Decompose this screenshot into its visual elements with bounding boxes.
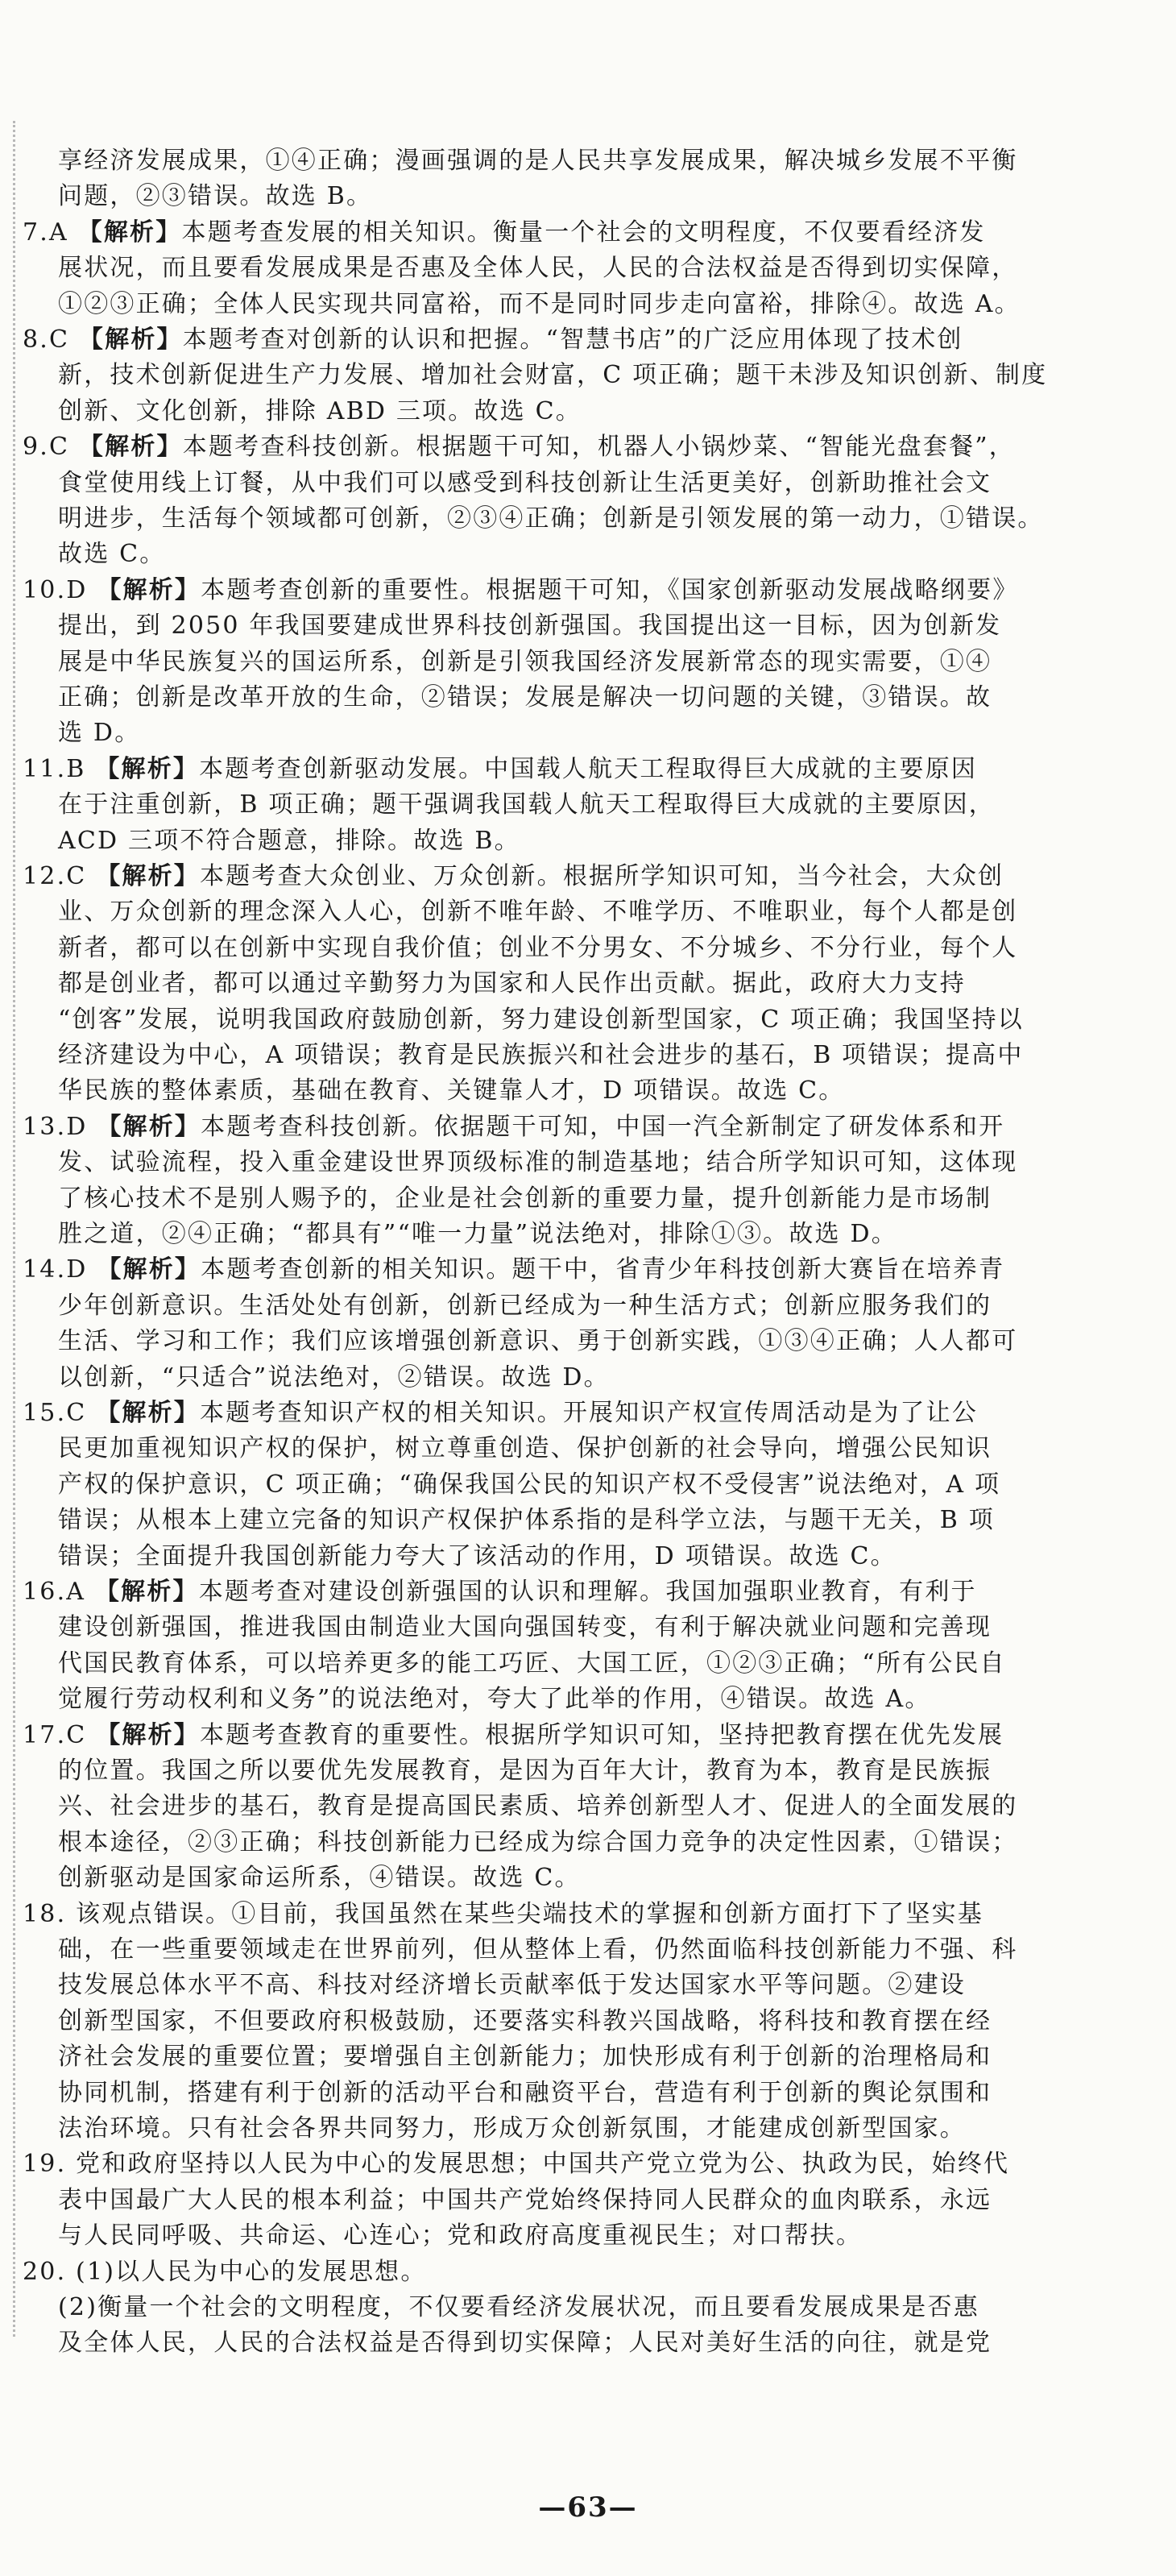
line-text: 发、试验流程，投入重金建设世界顶级标准的制造基地；结合所学知识可知，这体现 — [58, 1148, 1018, 1177]
analysis-tag: 【解析】 — [97, 1255, 201, 1284]
question-number: 9.C — [23, 433, 79, 462]
analysis-tag: 【解析】 — [97, 575, 201, 604]
line-text: 本题考查创新的相关知识。题干中，省青少年科技创新大赛旨在培养青 — [201, 1255, 1005, 1284]
answer-line — [23, 1576, 977, 1608]
line-text: 础，在一些重要领域走在世界前列，但从整体上看，仍然面临科技创新能力不强、科 — [58, 1935, 1018, 1964]
text-line — [58, 2113, 966, 2145]
line-text: 少年创新意识。生活处处有创新，创新已经成为一种生活方式；创新应服务我们的 — [58, 1291, 992, 1320]
line-text: 该观点错误。①目前，我国虽然在某些尖端技术的掌握和创新方面打下了坚实基 — [76, 1899, 984, 1928]
line-text: 经济建设为中心，A 项错误；教育是民族振兴和社会进步的基石，B 项错误；提高中 — [58, 1041, 1024, 1069]
text-line — [58, 2077, 992, 2109]
line-text: 故选 C。 — [58, 540, 166, 569]
analysis-tag: 【解析】 — [96, 862, 201, 890]
line-text: (2)衡量一个社会的文明程度，不仅要看经济发展状况，而且要看发展成果是否惠 — [58, 2293, 979, 2321]
text-line — [58, 2184, 992, 2217]
line-text: 选 D。 — [58, 719, 141, 748]
text-line — [58, 1325, 1017, 1358]
text-line — [58, 682, 992, 714]
line-text: 本题考查教育的重要性。根据所学知识可知，坚持把教育摆在优先发展 — [200, 1720, 1004, 1749]
text-line — [58, 646, 992, 678]
analysis-tag: 【解析】 — [96, 1399, 201, 1427]
line-text: 济社会发展的重要位置；要增强自主创新能力；加快形成有利于创新的治理格局和 — [58, 2043, 992, 2072]
text-line — [58, 1218, 897, 1251]
line-text: 新者，都可以在创新中实现自我价值；创业不分男女、不分城乡、不分行业，每个人 — [58, 933, 1018, 962]
question-number: 8.C — [23, 326, 79, 354]
page-number: —63— — [538, 2491, 638, 2524]
text-line — [58, 1075, 844, 1107]
line-text: 本题考查对创新的认识和把握。“智慧书店”的广泛应用体现了技术创 — [182, 326, 963, 354]
text-line — [58, 1612, 992, 1644]
line-text: 明进步，生活每个领域都可创新，②③④正确；创新是引领发展的第一动力，①错误。 — [58, 504, 1044, 533]
question-number: 10.D — [23, 575, 97, 604]
line-text: 民更加重视知识产权的保护，树立尊重创造、保护创新的社会导向，增强公民知识 — [58, 1434, 992, 1463]
analysis-tag: 【解析】 — [95, 754, 200, 783]
line-text: 华民族的整体素质，基础在教育、关键靠人才，D 项错误。故选 C。 — [58, 1076, 845, 1105]
text-line — [58, 252, 1017, 284]
analysis-tag: 【解析】 — [96, 1720, 201, 1749]
line-text: ①②③正确；全体人民实现共同富裕，而不是同时同步走向富裕，排除④。故选 A。 — [58, 289, 1021, 318]
text-line — [58, 288, 1021, 321]
line-text: 本题考查大众创业、万众创新。根据所学知识可知，当今社会，大众创 — [200, 862, 1004, 890]
line-text: 了核心技术不是别人赐予的，企业是社会创新的重要力量，提升创新能力是市场制 — [58, 1184, 992, 1213]
analysis-tag: 【解析】 — [78, 433, 183, 462]
question-number: 17.C — [23, 1720, 97, 1749]
line-text: 根本途径，②③正确；科技创新能力已经成为综合国力竞争的决定性因素，①错误； — [58, 1827, 1018, 1856]
question-number: 14.D — [23, 1255, 97, 1284]
line-text: 与人民同呼吸、共命运、心连心；党和政府高度重视民生；对口帮扶。 — [58, 2221, 863, 2250]
line-text: 觉履行劳动权利和义务”的说法绝对，夸大了此举的作用，④错误。故选 A。 — [58, 1685, 931, 1714]
text-line — [58, 1290, 992, 1322]
line-text: 本题考查对建设创新强国的认识和理解。我国加强职业教育，有利于 — [198, 1578, 977, 1606]
text-line — [58, 2292, 979, 2324]
question-number: 19. — [23, 2150, 77, 2179]
text-line — [58, 1934, 1017, 1966]
text-line — [58, 359, 1047, 392]
text-line — [58, 1969, 966, 2001]
line-text: 党和政府坚持以人民为中心的发展思想；中国共产党立党为公、执政为民，始终代 — [76, 2150, 1010, 2179]
text-line — [58, 1683, 931, 1715]
question-number: 12.C — [23, 862, 97, 890]
line-text: 正确；创新是改革开放的生命，②错误；发展是解决一切问题的关键，③错误。故 — [58, 683, 992, 711]
text-line — [58, 1362, 610, 1394]
analysis-tag: 【解析】 — [94, 1578, 199, 1606]
text-line — [58, 1755, 992, 1787]
answer-line — [23, 2256, 427, 2288]
text-line — [58, 1648, 1006, 1680]
text-line — [58, 503, 1044, 535]
line-text: ACD 三项不符合题意，排除。故选 B。 — [58, 826, 520, 855]
line-text: “创客”发展，说明我国政府鼓励创新，努力建设创新型国家，C 项正确；我国坚持以 — [58, 1005, 1024, 1034]
question-number: 18. — [23, 1899, 77, 1928]
line-text: 错误；从根本上建立完备的知识产权保护体系指的是科学立法，与题干无关，B 项 — [58, 1506, 995, 1535]
analysis-tag: 【解析】 — [77, 218, 182, 247]
question-number: 7.A — [23, 218, 78, 247]
question-number: 20. — [23, 2257, 77, 2286]
text-line — [58, 932, 1017, 964]
line-text: 技发展总体水平不高、科技对经济增长贡献率低于发达国家水平等问题。②建设 — [58, 1971, 966, 2000]
line-text: 在于注重创新，B 项正确；题干强调我国载人航天工程取得巨大成就的主要原因， — [58, 790, 995, 819]
analysis-tag: 【解析】 — [97, 1112, 201, 1141]
line-text: 享经济发展成果，①④正确；漫画强调的是人民共享发展成果，解决城乡发展不平衡 — [58, 147, 1018, 175]
line-text: 展状况，而且要看发展成果是否惠及全体人民，人民的合法权益是否得到切实保障， — [58, 254, 1018, 283]
line-text: 创新型国家，不但要政府积极鼓励，还要落实科教兴国战略，将科技和教育摆在经 — [58, 2006, 992, 2035]
line-text: 新，技术创新促进生产力发展、增加社会财富，C 项正确；题干未涉及知识创新、制度 — [58, 361, 1048, 390]
line-text: 以创新，“只适合”说法绝对，②错误。故选 D。 — [58, 1363, 610, 1392]
text-line — [58, 2041, 992, 2073]
line-text: 本题考查科技创新。依据题干可知，中国一汽全新制定了研发体系和开 — [201, 1112, 1005, 1141]
text-line — [58, 1039, 1024, 1072]
line-text: 创新、文化创新，排除 ABD 三项。故选 C。 — [58, 396, 582, 425]
text-line — [58, 1147, 1017, 1179]
line-text: 胜之道，②④正确；“都具有”“唯一力量”说法绝对，排除①③。故选 D。 — [58, 1220, 897, 1248]
line-text: 的位置。我国之所以要优先发展教育，是因为百年大计，教育为本，教育是民族振 — [58, 1757, 992, 1785]
question-number: 13.D — [23, 1112, 97, 1141]
line-text: 本题考查创新的重要性。根据题干可知，《国家创新驱动发展战略纲要》 — [201, 575, 1019, 604]
line-text: (1)以人民为中心的发展思想。 — [76, 2257, 427, 2286]
left-margin-dotted-line — [13, 121, 15, 2337]
line-text: 本题考查科技创新。根据题干可知，机器人小锅炒菜、“智能光盘套餐”， — [182, 433, 1016, 462]
text-line — [58, 1541, 896, 1573]
line-text: 及全体人民，人民的合法权益是否得到切实保障；人民对美好生活的向往，就是党 — [58, 2329, 992, 2358]
text-line — [58, 1469, 1000, 1501]
answer-line — [23, 1898, 983, 1931]
text-line — [58, 789, 995, 821]
line-text: 都是创业者，都可以通过辛勤努力为国家和人民作出贡献。据此，政府大力支持 — [58, 969, 966, 998]
line-text: 展是中华民族复兴的国运所系，创新是引领我国经济发展新常态的现实需要，①④ — [58, 647, 992, 676]
text-line — [58, 145, 1017, 177]
text-line — [58, 1504, 995, 1537]
text-line — [58, 2327, 992, 2359]
answer-line — [23, 217, 986, 249]
answer-line — [23, 324, 963, 356]
line-text: 生活、学习和工作；我们应该增强创新意识、勇于创新实践，①③④正确；人人都可 — [58, 1327, 1018, 1356]
line-text: 表中国最广大人民的根本利益；中国共产党始终保持同人民群众的血肉联系，永远 — [58, 2185, 992, 2214]
answer-line — [23, 575, 1019, 607]
answer-line — [23, 1254, 1004, 1286]
text-line — [58, 396, 582, 428]
line-text: 错误；全面提升我国创新能力夸大了该活动的作用，D 项错误。故选 C。 — [58, 1541, 896, 1570]
line-text: 业、万众创新的理念深入人心，创新不唯年龄、不唯学历、不唯职业，每个人都是创 — [58, 898, 1018, 927]
answer-line — [23, 1719, 1004, 1752]
text-line — [58, 538, 166, 570]
text-line — [58, 1433, 992, 1465]
text-line — [58, 968, 966, 1000]
line-text: 创新驱动是国家命运所系，④错误。故选 C。 — [58, 1864, 581, 1893]
answer-line — [23, 1111, 1004, 1143]
question-number: 11.B — [23, 754, 96, 783]
text-line — [58, 180, 372, 213]
line-text: 提出，到 2050 年我国要建成世界科技创新强国。我国提出这一目标，因为创新发 — [58, 612, 1002, 641]
answer-line — [23, 1397, 978, 1429]
analysis-tag: 【解析】 — [78, 326, 183, 354]
text-line — [58, 2006, 992, 2038]
line-text: 本题考查发展的相关知识。衡量一个社会的文明程度，不仅要看经济发 — [181, 218, 986, 247]
answer-line — [23, 2148, 1009, 2180]
line-text: 法治环境。只有社会各界共同努力，形成万众创新氛围，才能建成创新型国家。 — [58, 2114, 966, 2143]
text-line — [58, 717, 140, 749]
text-line — [58, 1790, 1017, 1823]
answer-line — [23, 431, 1015, 463]
line-text: 问题，②③错误。故选 B。 — [58, 182, 373, 211]
text-line — [58, 825, 520, 857]
question-number: 16.A — [23, 1578, 95, 1606]
text-line — [58, 896, 1017, 928]
text-line — [58, 1183, 992, 1215]
text-line — [58, 467, 992, 500]
answer-line — [23, 861, 1004, 893]
answer-line — [23, 753, 977, 786]
line-text: 协同机制，搭建有利于创新的活动平台和融资平台，营造有利于创新的舆论氛围和 — [58, 2078, 992, 2107]
line-text: 食堂使用线上订餐，从中我们可以感受到科技创新让生活更美好，创新助推社会文 — [58, 468, 992, 497]
line-text: 建设创新强国，推进我国由制造业大国向强国转变，有利于解决就业问题和完善现 — [58, 1613, 992, 1642]
text-line — [58, 1827, 1017, 1859]
line-text: 兴、社会进步的基石，教育是提高国民素质、培养创新型人才、促进人的全面发展的 — [58, 1792, 1018, 1821]
text-line — [58, 2220, 862, 2252]
question-number: 15.C — [23, 1399, 97, 1427]
line-text: 产权的保护意识，C 项正确；“确保我国公民的知识产权不受侵害”说法绝对，A 项 — [58, 1470, 1001, 1499]
line-text: 本题考查知识产权的相关知识。开展知识产权宣传周活动是为了让公 — [200, 1399, 979, 1427]
line-text: 本题考查创新驱动发展。中国载人航天工程取得巨大成就的主要原因 — [199, 754, 978, 783]
line-text: 代国民教育体系，可以培养更多的能工巧匠、大国工匠，①②③正确；“所有公民自 — [58, 1649, 1006, 1678]
text-line — [58, 1862, 581, 1894]
text-line — [58, 1004, 1024, 1036]
text-line — [58, 610, 1001, 642]
